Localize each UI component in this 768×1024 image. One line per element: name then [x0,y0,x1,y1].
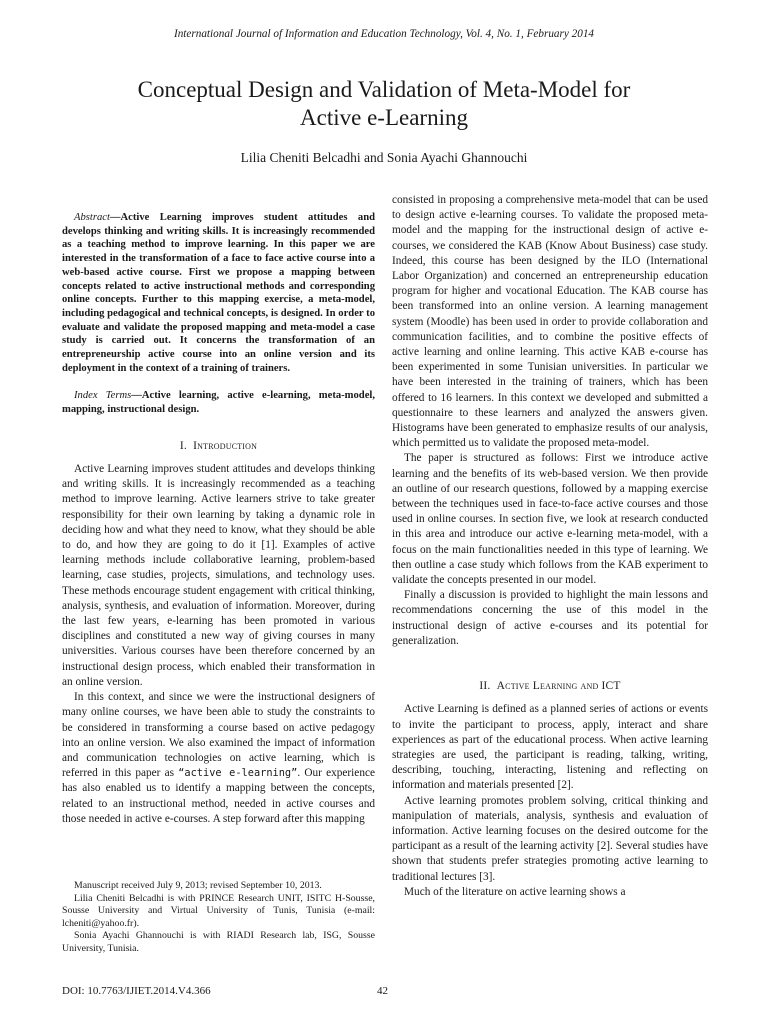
section-heading-introduction: I. Introduction [179,439,258,452]
intro-paragraph-2: In this context, and since we were the instructional designers of many online courses, we have been able to study the constraints to be considered in transforming a course based on active pedagogy into an online version. We also examined the impact of information and communication technologies on active learning, which is referred in this paper as “active e-learning”. Our experience has also enabled us to identify a mapping between the concepts, related to an instructional method, needed in active courses and those needed in active e-courses. A step forward after this mapping [62,691,375,825]
intro-structure-paragraph: The paper is structured as follows: First we introduce active learning and the benefits of its web-based version. We then provide an outline of our research questions, followed by a mapping exercise between the techniques used in face-to-face active courses and those used in online courses. In section five, we look at research conducted in this area and introduce our active e-learning meta-model, with a focus on the main functionalities needed in this type of learning. We then outline a case study which follows from the KAB experiment to validate the concepts presented in our model. [392,452,708,587]
section2-paragraph-2: Active learning promotes problem solving, critical thinking and manipulation of materials, analysis, synthesis and evaluation of information. Active learning focuses on the desired outcome for the participant as a result of the learning activity [2]. Several studies have shown that students prefer strategies promoting active learning to traditional lectures [3]. [392,794,708,883]
footnotes [62,880,375,956]
index-terms-label: Index Terms [74,390,132,402]
index-terms-dash: — [131,390,142,402]
left-column [62,211,375,827]
section2-paragraph-3: Much of the literature on active learning shows a [404,885,626,898]
intro-final-paragraph: Finally a discussion is provided to highlight the main lessons and recommendations concerning the use of this model in the instructional design of active e-courses and its potential for generalization. [392,589,708,647]
journal-header: International Journal of Information and Education Technology, Vol. 4, No. 1, February 2014 [173,28,595,40]
index-terms [62,389,375,416]
title-line-2: Active e-Learning [300,105,468,130]
doi: DOI: 10.7763/IJIET.2014.V4.366 [62,985,211,997]
abstract-dash: — [109,212,121,223]
right-column [392,193,708,900]
authors: Lilia Cheniti Belcadhi and Sonia Ayachi Ghannouchi [240,150,528,165]
abstract-label: Abstract [74,212,110,223]
title-line-1: Conceptual Design and Validation of Meta-Model for [137,77,631,102]
intro-paragraph-1: Active Learning improves student attitudes and develops thinking and writing skills. It is increasingly recommended as a teaching method to improve learning. Active learners strive to take greater responsibility for their own learning by taking a dynamic role in deciding how and what they need to know, what they should be able to do, and how they are going to do it [1]. Examples of active learning methods include collaborative learning, problem-based learning, case studies, projects, simulations, and technology uses. These methods encourage student engagement with critical thinking, analysis, synthesis, and evaluation of information. Moreover, during the last few years, e-learning has been promoted in various disciplines and constituted a new way of giving courses in many universities. Various courses have been therefore concerned by an instructional design process, which enabled their transformation in an online version. [62,463,375,688]
page-number: 42 [377,985,388,997]
paper-title [60,76,708,132]
footnote-author-2: Sonia Ayachi Ghannouchi is with RIADI Research lab, ISG, Sousse University, Tunisia. [62,930,375,954]
footnote-received: Manuscript received July 9, 2013; revised September 10, 2013. [74,880,322,891]
section2-paragraph-1: Active Learning is defined as a planned series of actions or events to invite the participant to process, apply, interact and share experiences as part of the educational process. When active learning strategies are used, the participant is reading, talking, writing, describing, touching, interacting, listening and reflecting on information and materials presented [2]. [392,703,708,792]
abstract [62,211,375,375]
intro-continued-paragraph: consisted in proposing a comprehensive meta-model that can be used to design active e-learning courses. To validate the proposed meta-model and the mapping for the instructional design of active e-courses, we considered the KAB (Know About Business) case study. Indeed, this course has been designed by the ILO (International Labor Organization) and concerned an entrepreneurship education program for higher and vocational Education. The KAB course has been transformed into an online version. A learning management system (Moodle) has been used in order to provide collaboration and communication facilities, and to combine the positive effects of active learning and online learning. This active KAB e-course has been experimented in some Tunisian universities. In particular we have been interested in the training of trainers, which has been offered to 16 learners. In this context we developed and submitted a questionnaire to these learners and analyzed the answers given. Histograms have been generated to emphasize results of our analysis, which permitted us to validate the proposed meta-model. [392,194,708,450]
index-terms-text: Active learning, active e-learning, meta-model, mapping, instructional design. [62,390,375,416]
abstract-text: Active Learning improves student attitudes and develops thinking and writing skills. It is increasingly recommended as a teaching method to improve learning. In this paper we are interested in the transformation of a face to face active course into a web-based active course. First we propose a mapping between concepts related to active instructional methods and corresponding online concepts. Further to this mapping exercise, a meta-model, including pedagogical and technical concepts, is designed. In order to evaluate and validate the proposed mapping and meta-model a case study is carried out. It concerns the transformation of an entrepreneurship active course into an online version and its deployment in the context of a training of trainers. [62,212,375,374]
active-e-learning-term: “active e-learning” [178,767,298,780]
section-heading-active-learning-ict: II. Active Learning and ICT [479,680,621,693]
footnote-author-1: Lilia Cheniti Belcadhi is with PRINCE Research UNIT, ISITC H-Sousse, Sousse University and Virtual University of Tunis, Tunisia (e-mail: lcheniti@yahoo.fr). [62,892,375,929]
